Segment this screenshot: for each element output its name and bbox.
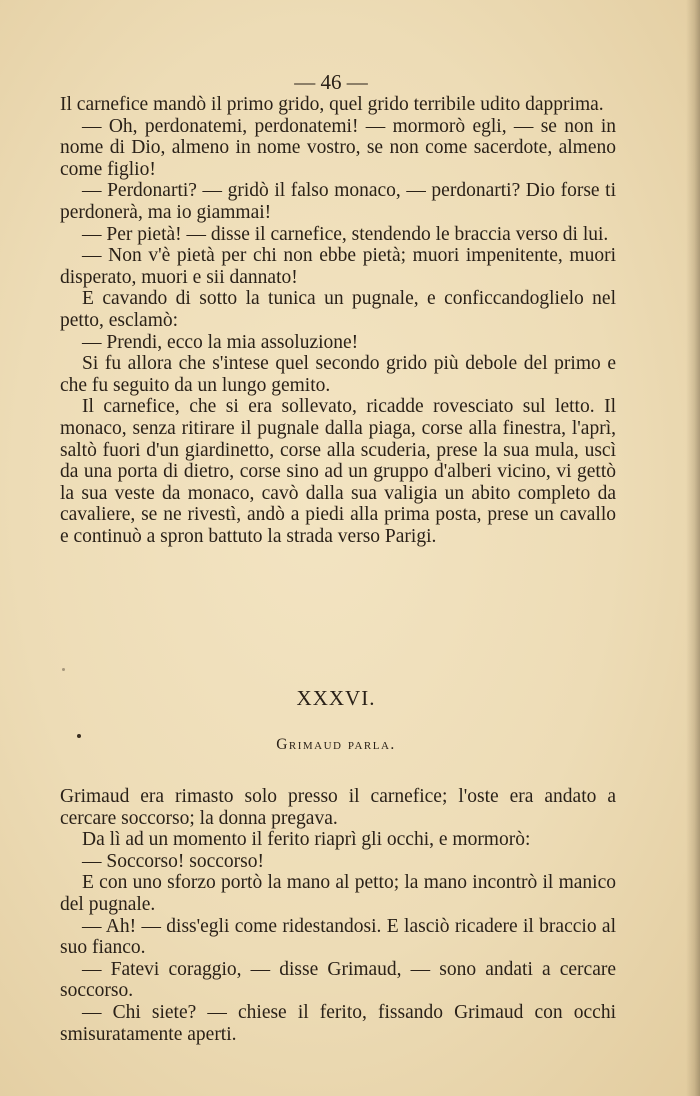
paper-speck xyxy=(62,668,65,671)
paragraph: Il carnefice mandò il primo grido, quel grido terribile udito dapprima. xyxy=(60,94,604,115)
paragraph: Grimaud era rimasto solo presso il carnefice; l'oste era andato a cercare soccorso; la donna pregava. xyxy=(60,786,616,829)
paragraph: — Soccorso! soccorso! xyxy=(82,850,264,872)
page-number: — 46 — xyxy=(294,70,368,94)
paragraph: — Chi siete? — chiese il ferito, fissando Grimaud con occhi smisuratamente aperti. xyxy=(60,1001,616,1045)
paragraph: — Per pietà! — disse il carnefice, stendendo le braccia verso di lui. xyxy=(82,223,609,245)
page-edge-shadow xyxy=(686,0,700,1096)
text-block-1 xyxy=(60,94,616,547)
paragraph: E cavando di sotto la tunica un pugnale, e conficcandoglielo nel petto, esclamò: xyxy=(60,288,616,331)
paragraph: Si fu allora che s'intese quel secondo grido più debole del primo e che fu seguito da un lungo gemito. xyxy=(60,353,616,396)
paragraph: — Ah! — diss'egli come ridestandosi. E lasciò ricadere il braccio al suo fianco. xyxy=(60,915,616,959)
paper-speck xyxy=(77,734,81,738)
paragraph: — Non v'è pietà per chi non ebbe pietà; muori impenitente, muori disperato, muori e sii dannato! xyxy=(60,245,616,288)
paragraph: — Oh, perdonatemi, perdonatemi! — mormorò egli, — se non in nome di Dio, almeno in nome vostro, se non come sacerdote, almeno come figlio! xyxy=(60,115,616,180)
paragraph: Da lì ad un momento il ferito riaprì gli occhi, e mormorò: xyxy=(82,829,531,851)
text-block-2 xyxy=(60,786,616,1045)
paragraph: Il carnefice, che si era sollevato, ricadde rovesciato sul letto. Il monaco, senza ritirare il pugnale dalla piaga, corse alla finestra, l'aprì, saltò fuori d'un giardinetto, corse alla scuderia, prese la sua mula, uscì da una porta di dietro, corse sino ad un gruppo d'alberi vicino, vi gettò la sua veste da monaco, cavò dalla sua valigia un abito completo da cavaliere, se ne rivestì, andò a piedi alla prima posta, prese un cavallo e continuò a spron battuto la strada verso Parigi. xyxy=(60,396,616,547)
paragraph: E con uno sforzo portò la mano al petto; la mano incontrò il manico del pugnale. xyxy=(60,872,616,915)
paragraph: — Fatevi coraggio, — disse Grimaud, — sono andati a cercare soccorso. xyxy=(60,958,616,1002)
paragraph: — Prendi, ecco la mia assoluzione! xyxy=(82,331,359,353)
chapter-title: Grimaud parla. xyxy=(276,736,396,753)
paragraph: — Perdonarti? — gridò il falso monaco, — perdonarti? Dio forse ti perdonerà, ma io giammai! xyxy=(60,180,616,223)
chapter-number: XXXVI. xyxy=(296,686,376,710)
